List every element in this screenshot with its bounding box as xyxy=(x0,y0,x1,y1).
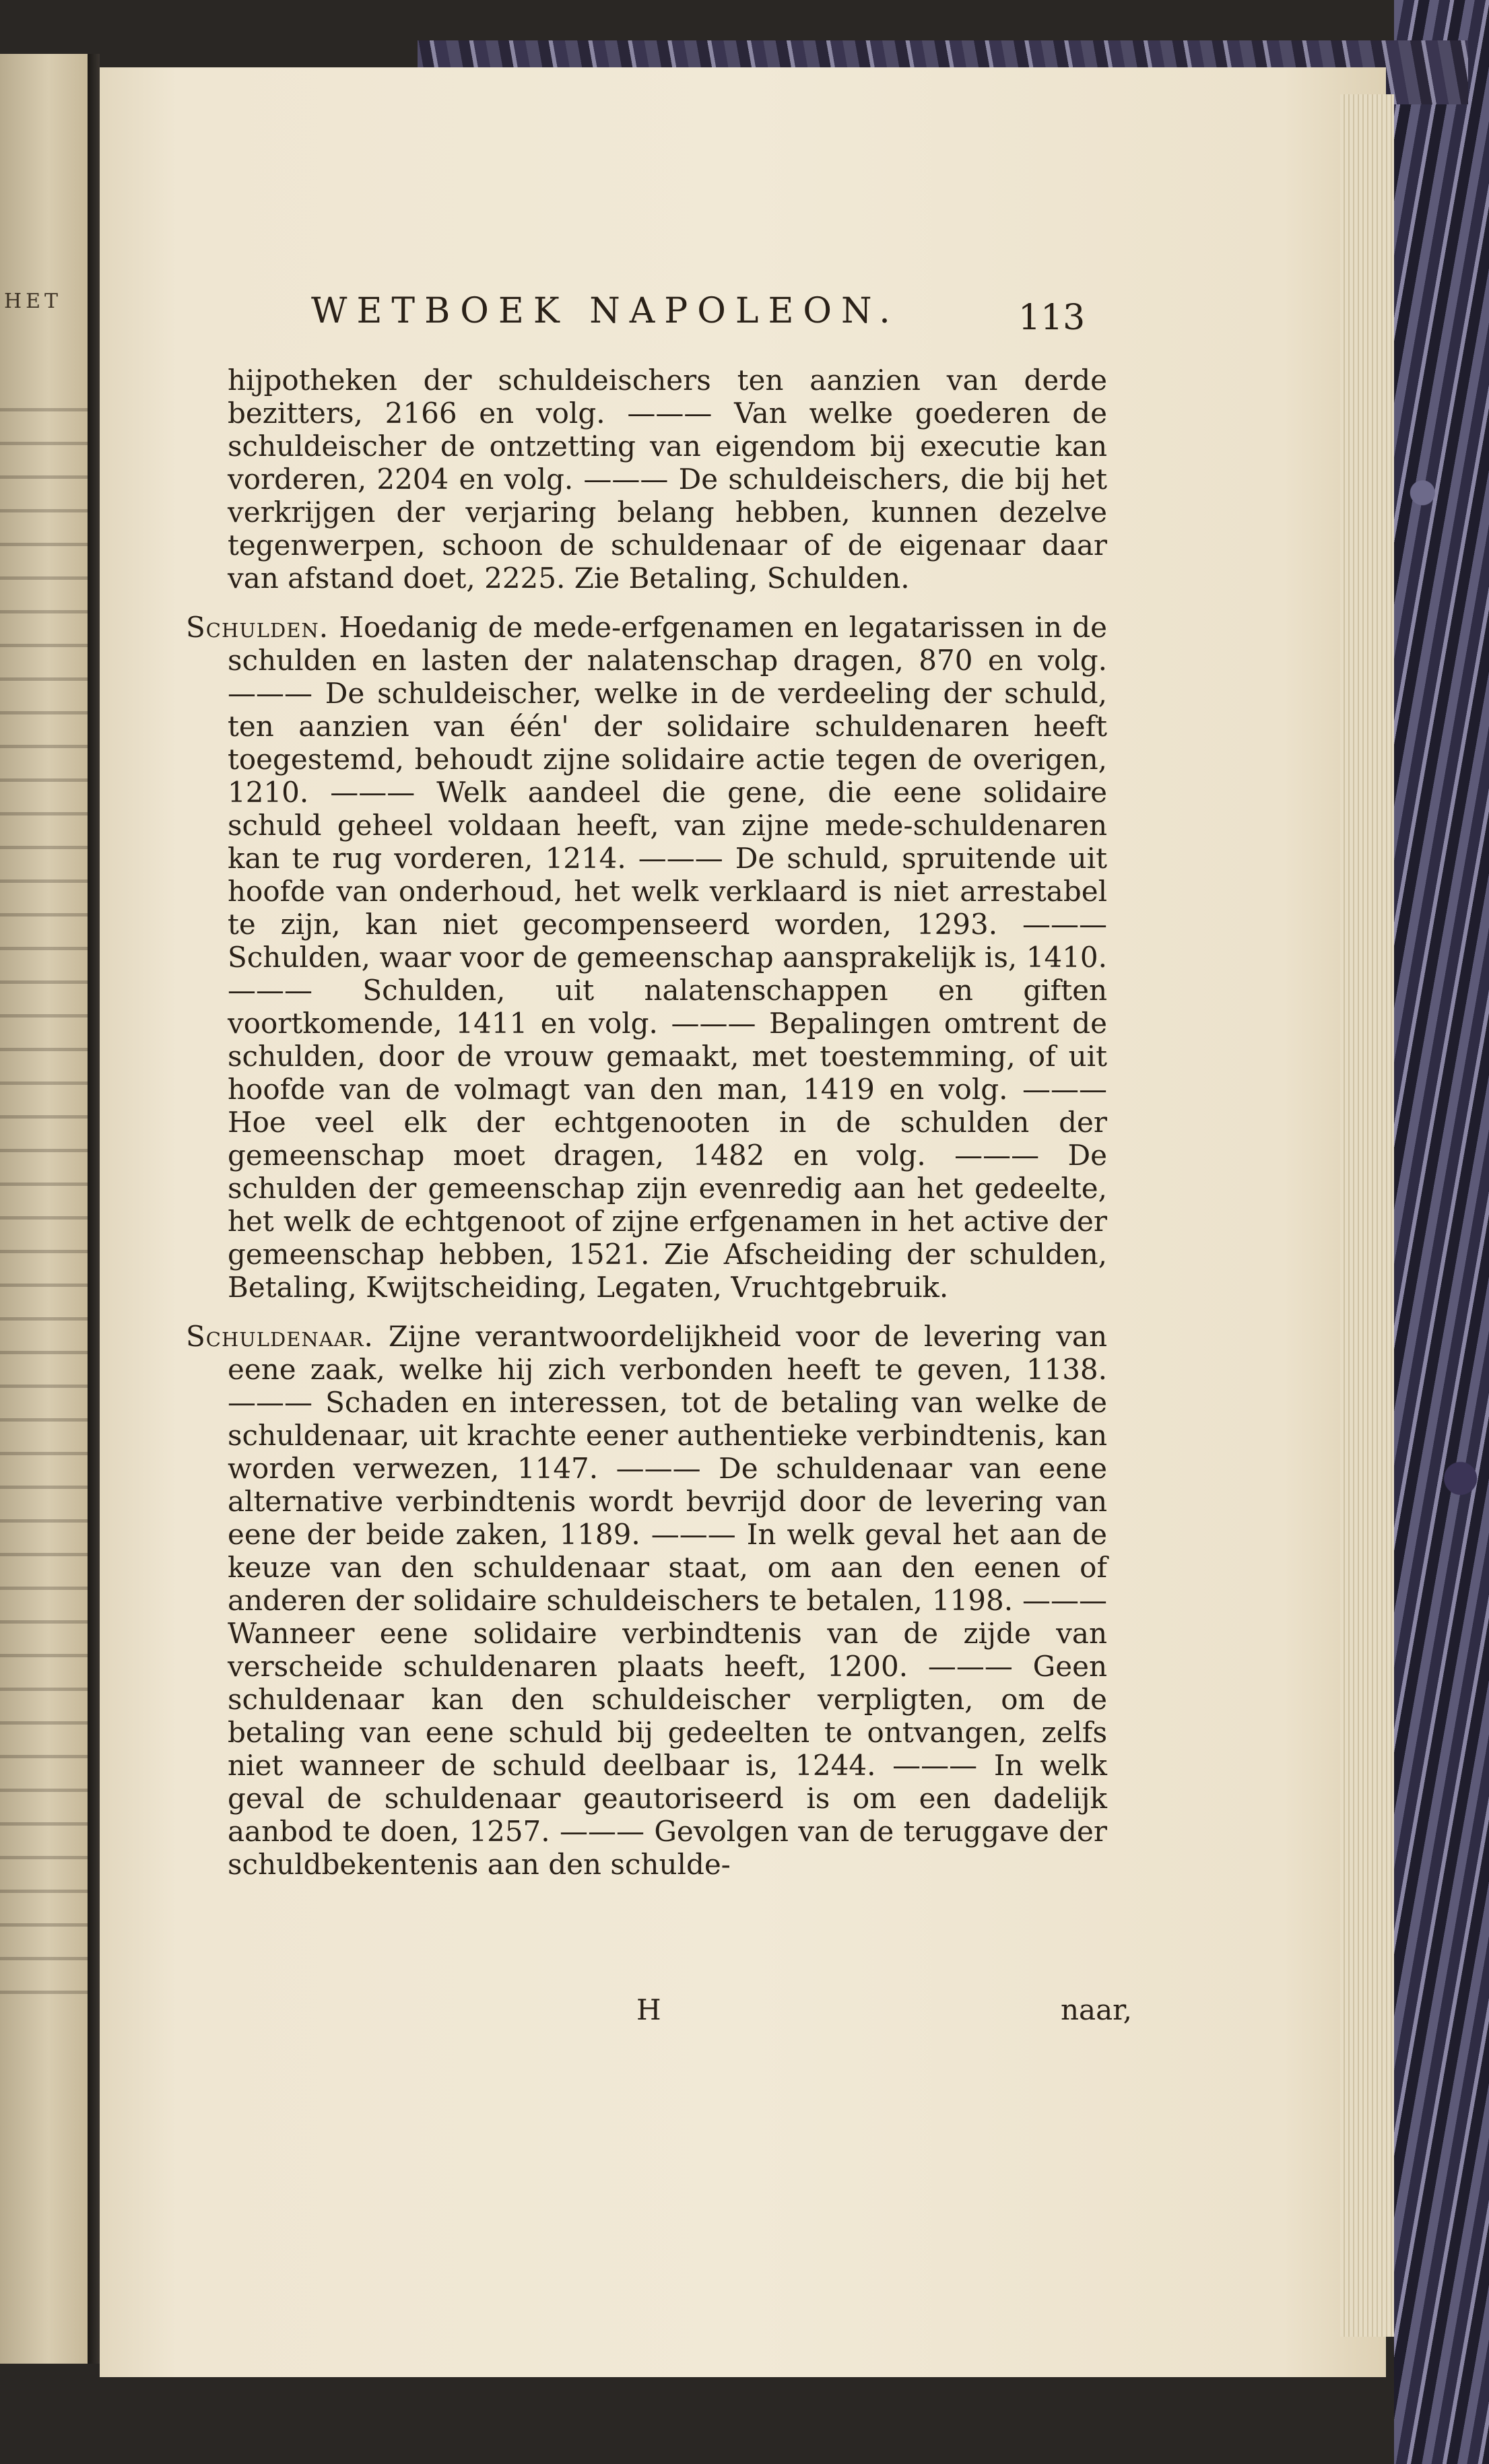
running-title: WETBOEK NAPOLEON. xyxy=(311,291,900,331)
marbled-cover xyxy=(1394,0,1489,2464)
catchword: naar, xyxy=(1061,1993,1132,2026)
index-text xyxy=(186,364,1107,1897)
facing-page xyxy=(0,54,88,2364)
facing-page-running-title: HET xyxy=(4,290,63,313)
index-entry xyxy=(186,611,1107,1304)
index-entry xyxy=(186,364,1107,595)
entry-text: Zijne verantwoordelijkheid voor de levering van eene zaak, welke hij zich verbonden heeft te geven, 1138. ——— Schaden en interessen, tot de betaling van welke de schuldenaar, uit krachte eener authentieke verbindtenis, kan worden verwezen, 1147. ——— De schuldenaar van eene alternative verbindtenis wordt bevrijd door de levering van eene der beide zaken, 1189. ——— In welk geval het aan de keuze van den schuldenaar staat, om aan den eenen of anderen der solidaire schuldeischers te betalen, 1198. ——— Wanneer eene solidaire verbindtenis van de zijde van verscheide schuldenaren plaats heeft, 1200. ——— Geen schuldenaar kan den schuldeischer verpligten, om de betaling van eene schuld bij gedeelten te ontvangen, zelfs niet wanneer de schuld deelbaar is, 1244. ——— In welk geval de schuldenaar geautoriseerd is om een dadelijk aanbod te doen, 1257. ——— Gevolgen van de teruggave der schuldbekentenis aan den schulde- xyxy=(228,1320,1108,1881)
book-gutter xyxy=(88,54,100,2364)
index-entry xyxy=(186,1320,1107,1881)
entry-headword: Schuldenaar. xyxy=(186,1320,374,1353)
signature-mark: H xyxy=(636,1993,661,2026)
facing-page-text xyxy=(0,391,88,2007)
page-header xyxy=(311,291,1119,345)
entry-paragraph xyxy=(186,1320,1107,1881)
page-number: 113 xyxy=(1018,298,1086,338)
entry-text: hijpotheken der schuldeischers ten aanzien van derde bezitters, 2166 en volg. ——— Van welke goederen de schuldeischer de ontzetting van eigendom bij executie kan vorderen, 2204 en volg. ——— De schuldeischers, die bij het verkrijgen der verjaring belang hebben, kunnen dezelve tegenwerpen, schoon de schuldenaar of de eigenaar daar van afstand doet, 2225. Zie Betaling, Schulden. xyxy=(228,364,1107,595)
entry-paragraph xyxy=(186,611,1107,1304)
page-edges xyxy=(1340,94,1394,2337)
entry-text: Hoedanig de mede-erfgenamen en legatarissen in de schulden en lasten der nalatenschap dragen, 870 en volg. ——— De schuldeischer, welke in de verdeeling der schuld, ten aanzien van één' der solidaire schuldenaren heeft toegestemd, behoudt zijne solidaire actie tegen de overigen, 1210. ——— Welk aandeel die gene, die eene solidaire schuld geheel voldaan heeft, van zijne mede-schuldenaren kan te rug vorderen, 1214. ——— De schuld, spruitende uit hoofde van onderhoud, het welk verklaard is niet arrestabel te zijn, kan niet gecompenseerd worden, 1293. ——— Schulden, waar voor de gemeenschap aansprakelijk is, 1410. ——— Schulden, uit nalatenschappen en giften voortkomende, 1411 en volg. ——— Bepalingen omtrent de schulden, door de vrouw gemaakt, met toestemming, of uit hoofde van de volmagt van den man, 1419 en volg. ——— Hoe veel elk der echtgenooten in de schulden der gemeenschap moet dragen, 1482 en volg. ——— De schulden der gemeenschap zijn evenredig aan het gedeelte, het welk de echtgenoot of zijne erfgenamen in het active der gemeenschap hebben, 1521. Zie Afscheiding der schulden, Betaling, Kwijtscheiding, Legaten, Vruchtgebruik. xyxy=(228,611,1107,1304)
entry-headword: Schulden. xyxy=(186,611,329,644)
